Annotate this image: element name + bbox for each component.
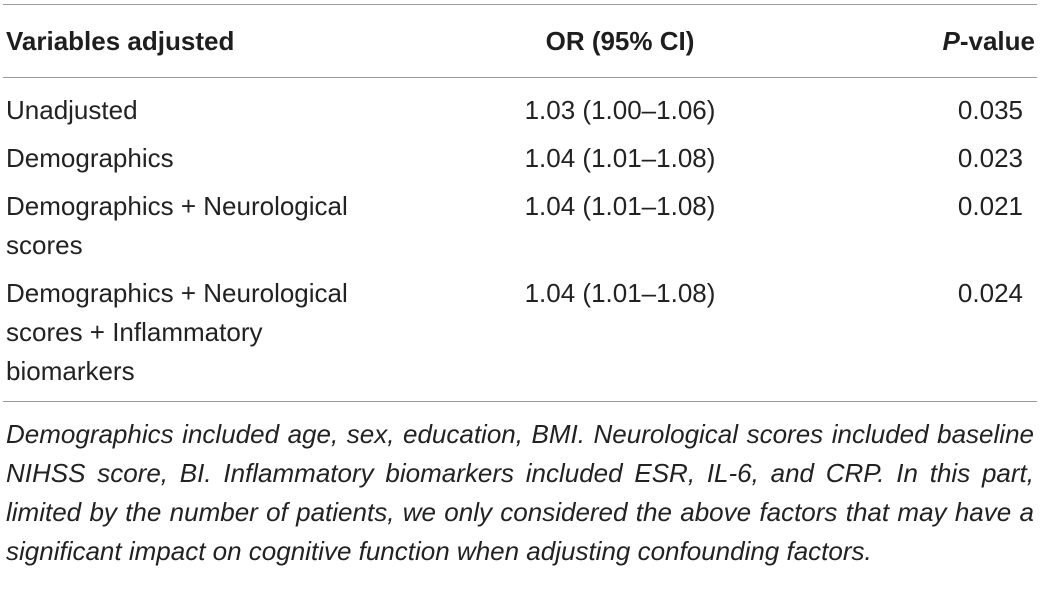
row-variables-line: scores + Inflammatory: [6, 317, 263, 347]
row-variables-line: Demographics + Neurological: [6, 191, 348, 221]
row-p-cell: 0.023: [957, 143, 1023, 173]
table-row: [0, 265, 1041, 401]
row-or-cell: 1.04 (1.01–1.08): [524, 143, 716, 173]
table-row: [0, 178, 1041, 265]
row-variables-cell: Unadjusted: [6, 95, 138, 125]
row-or-cell: 1.04 (1.01–1.08): [524, 278, 716, 308]
row-p-cell: 0.024: [957, 278, 1023, 308]
header-variables-adjusted: Variables adjusted: [6, 25, 235, 56]
table-row: [0, 78, 1041, 130]
row-p-cell: 0.035: [957, 95, 1023, 125]
row-variables-line: Demographics + Neurological: [6, 278, 348, 308]
row-or-cell: 1.04 (1.01–1.08): [524, 191, 716, 221]
table-footnote: Demographics included age, sex, education, BMI. Neurological scores included baseline NIHSS score, BI. Inflammatory biomarkers included ESR, IL-6, and CRP. In this part, limited by the number of patients, we only considered the above factors that may have a significant impact on cognitive function when adjusting confounding factors.: [6, 419, 1034, 566]
row-p-cell: 0.021: [957, 191, 1023, 221]
header-or-ci: OR (95% CI): [545, 25, 695, 56]
row-variables-line: scores: [6, 230, 83, 260]
row-variables-cell: [0, 178, 420, 265]
adjusted-or-table-body: [0, 78, 1041, 401]
row-variables-line: biomarkers: [6, 356, 135, 386]
header-p-suffix: -value: [959, 25, 1035, 56]
row-variables-cell: [0, 265, 420, 401]
table-row: [0, 130, 1041, 178]
adjusted-or-table: [0, 5, 1041, 77]
header-p-letter: P: [942, 25, 960, 56]
table-header-row: [0, 5, 1041, 77]
row-variables-cell: Demographics: [6, 143, 174, 173]
header-p-value: [820, 5, 1041, 77]
row-or-cell: 1.03 (1.00–1.06): [524, 95, 716, 125]
